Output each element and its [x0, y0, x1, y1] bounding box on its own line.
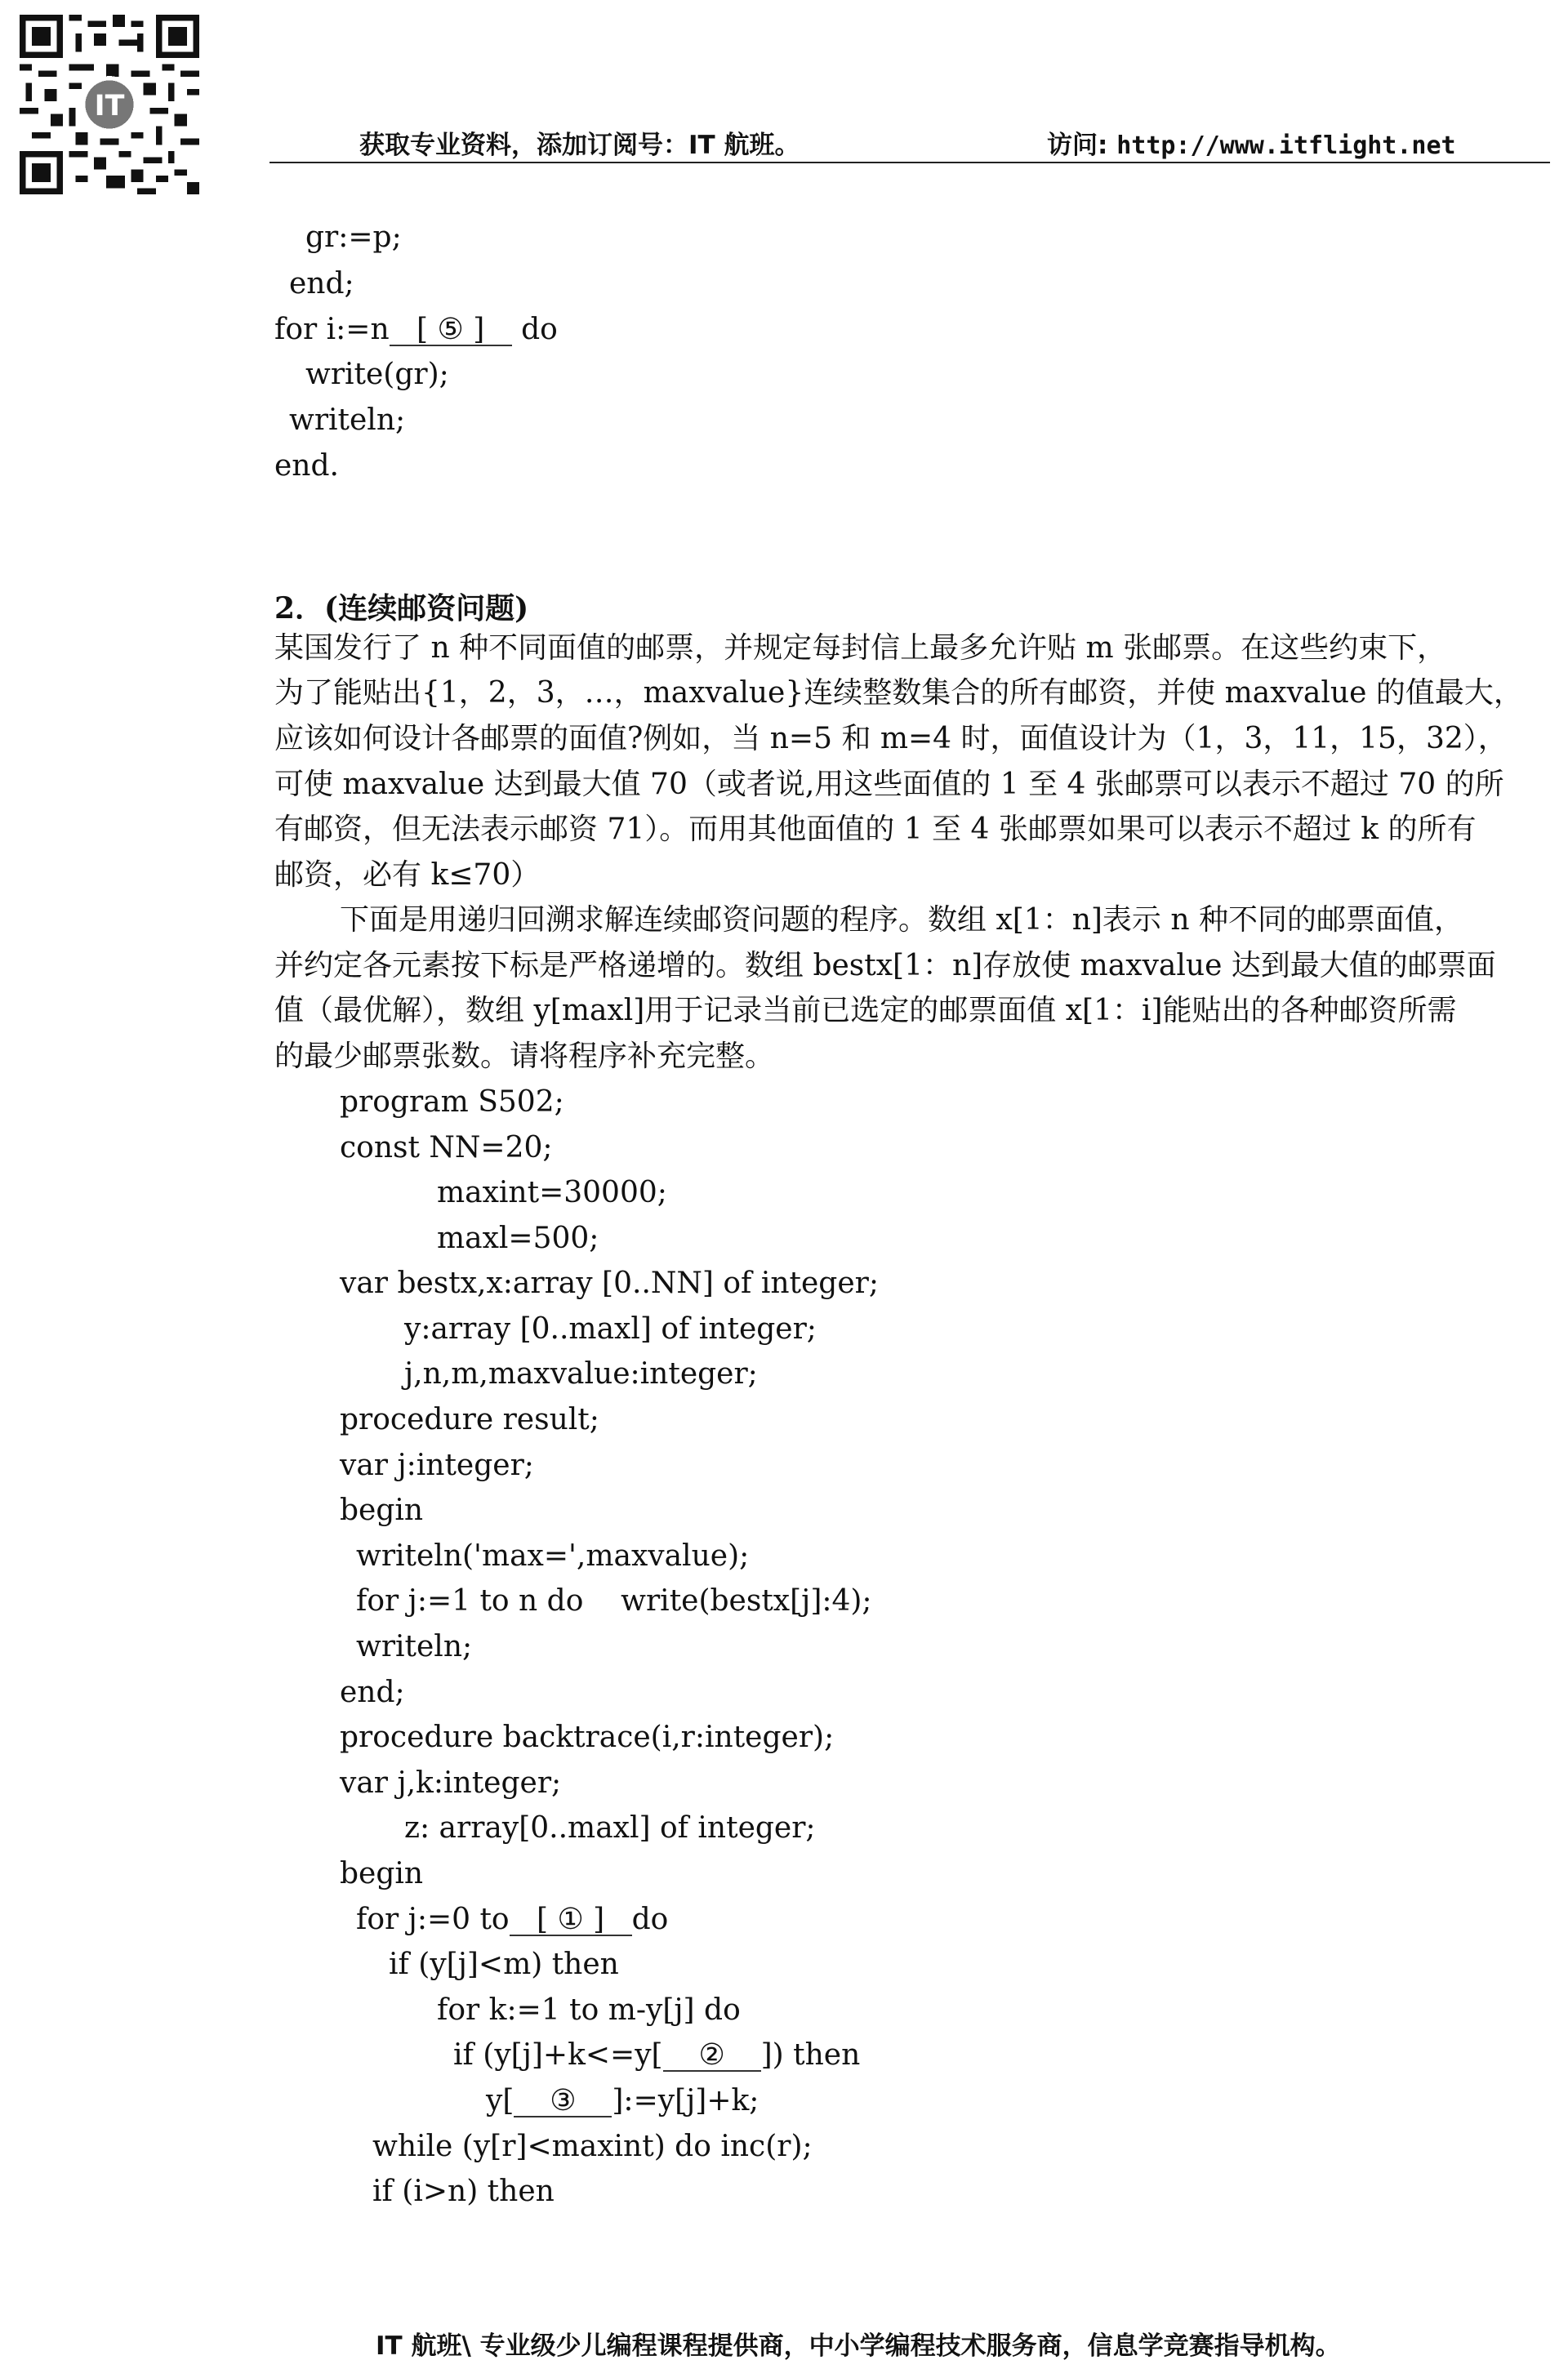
section-title: 2．(连续邮资问题)	[274, 591, 529, 626]
code-line: writeln;	[289, 403, 406, 437]
problem-text-line: 值（最优解），数组 y[maxl]用于记录当前已选定的邮票面值 x[1：i]能贴出的各种邮资所需	[274, 994, 1457, 1027]
blank-number: ②	[698, 2038, 725, 2072]
program-line: if (y[j]<m) then	[389, 1948, 619, 1981]
program-line: var j:integer;	[340, 1449, 534, 1482]
program-line: end;	[340, 1676, 405, 1709]
footer-text: IT 航班\ 专业级少儿编程课程提供商，中小学编程技术服务商，信息学竞赛指导机构。	[376, 2331, 1341, 2361]
program-line: z: array[0..maxl] of integer;	[404, 1811, 816, 1845]
program-line: var j,k:integer;	[340, 1766, 562, 1800]
problem-text-line: 可使 maxvalue 达到最大值 70（或者说,用这些面值的 1 至 4 张邮票可以表示不超过 70 的所	[274, 768, 1504, 801]
program-line-blank-2	[453, 2038, 861, 2072]
program-line: const NN=20;	[340, 1131, 553, 1164]
code-line: write(gr);	[305, 358, 449, 391]
code-line: gr:=p;	[305, 220, 402, 254]
program-line: begin	[340, 1494, 424, 1527]
blank-number: ①	[557, 1903, 584, 1936]
program-line: procedure backtrace(i,r:integer);	[340, 1721, 835, 1754]
code-line: end;	[289, 267, 354, 301]
code-line: end.	[274, 449, 339, 483]
code-line-blank-5	[274, 315, 558, 346]
program-line-blank-3	[486, 2086, 759, 2117]
problem-text-line: 应该如何设计各邮票的面值?例如，当 n=5 和 m=4 时，面值设计为（1，3，11，15，32），	[274, 722, 1508, 755]
code-text: ]) then	[760, 2038, 861, 2072]
program-line: j,n,m,maxvalue:integer;	[404, 1357, 758, 1391]
problem-text-line: 有邮资，但无法表示邮资 71）。而用其他面值的 1 至 4 张邮票如果可以表示不超过 k 的所有	[274, 813, 1477, 846]
program-line: if (i>n) then	[372, 2175, 555, 2208]
program-line: maxint=30000;	[437, 1176, 667, 1209]
code-text: if (y[j]+k<=y[	[453, 2038, 663, 2072]
code-text: for i:=n	[274, 313, 390, 346]
blank-number: ③	[550, 2084, 577, 2117]
program-line: for j:=1 to n do write(bestx[j]:4);	[356, 1584, 872, 1618]
code-text: for j:=0 to	[356, 1903, 510, 1936]
code-text: ]:=y[j]+k;	[612, 2084, 760, 2117]
program-line: procedure result;	[340, 1403, 599, 1436]
program-line: writeln('max=',maxvalue);	[356, 1539, 750, 1573]
program-line: program S502;	[340, 1085, 564, 1119]
code-text: do	[631, 1903, 669, 1936]
problem-text-line: 某国发行了 n 种不同面值的邮票，并规定每封信上最多允许贴 m 张邮票。在这些约束下，	[274, 631, 1447, 665]
qr-code-icon	[15, 15, 204, 194]
header-visit	[1047, 124, 1456, 161]
code-text: y[	[486, 2084, 514, 2117]
problem-text-line: 下面是用递归回溯求解连续邮资问题的程序。数组 x[1：n]表示 n 种不同的邮票面值，	[340, 903, 1463, 937]
blank-number: ⑤	[437, 313, 464, 346]
answer-blank-1: [ ① ]	[510, 1905, 632, 1936]
program-line: y:array [0..maxl] of integer;	[404, 1312, 817, 1346]
program-line: begin	[340, 1857, 424, 1890]
program-line-blank-1	[356, 1905, 668, 1936]
problem-text-line: 的最少邮票张数。请将程序补充完整。	[274, 1040, 775, 1073]
header-subscribe-text: 获取专业资料，添加订阅号：IT 航班。	[359, 131, 800, 160]
code-text: do	[511, 313, 558, 346]
answer-blank-5: [ ⑤ ]	[390, 315, 512, 346]
program-line: maxl=500;	[437, 1222, 599, 1255]
header-visit-label: 访问:	[1047, 131, 1108, 160]
answer-blank-2	[663, 2038, 761, 2072]
program-line: writeln;	[356, 1630, 473, 1663]
program-line: while (y[r]<maxint) do inc(r);	[372, 2130, 813, 2163]
header-url-link[interactable]: http://www.itflight.net	[1116, 131, 1456, 160]
problem-text-line: 并约定各元素按下标是严格递增的。数组 bestx[1：n]存放使 maxvalue 达到最大值的邮票面	[274, 949, 1496, 982]
program-line: var bestx,x:array [0..NN] of integer;	[340, 1267, 879, 1300]
svg-text:IT: IT	[94, 89, 125, 122]
answer-blank-3	[514, 2086, 612, 2117]
problem-text-line: 邮资，必有 k≤70）	[274, 858, 541, 892]
header-divider	[270, 162, 1550, 163]
program-line: for k:=1 to m-y[j] do	[437, 1993, 741, 2027]
problem-text-line: 为了能贴出{1，2，3，…，maxvalue}连续整数集合的所有邮资，并使 maxvalue 的值最大，	[274, 676, 1523, 710]
